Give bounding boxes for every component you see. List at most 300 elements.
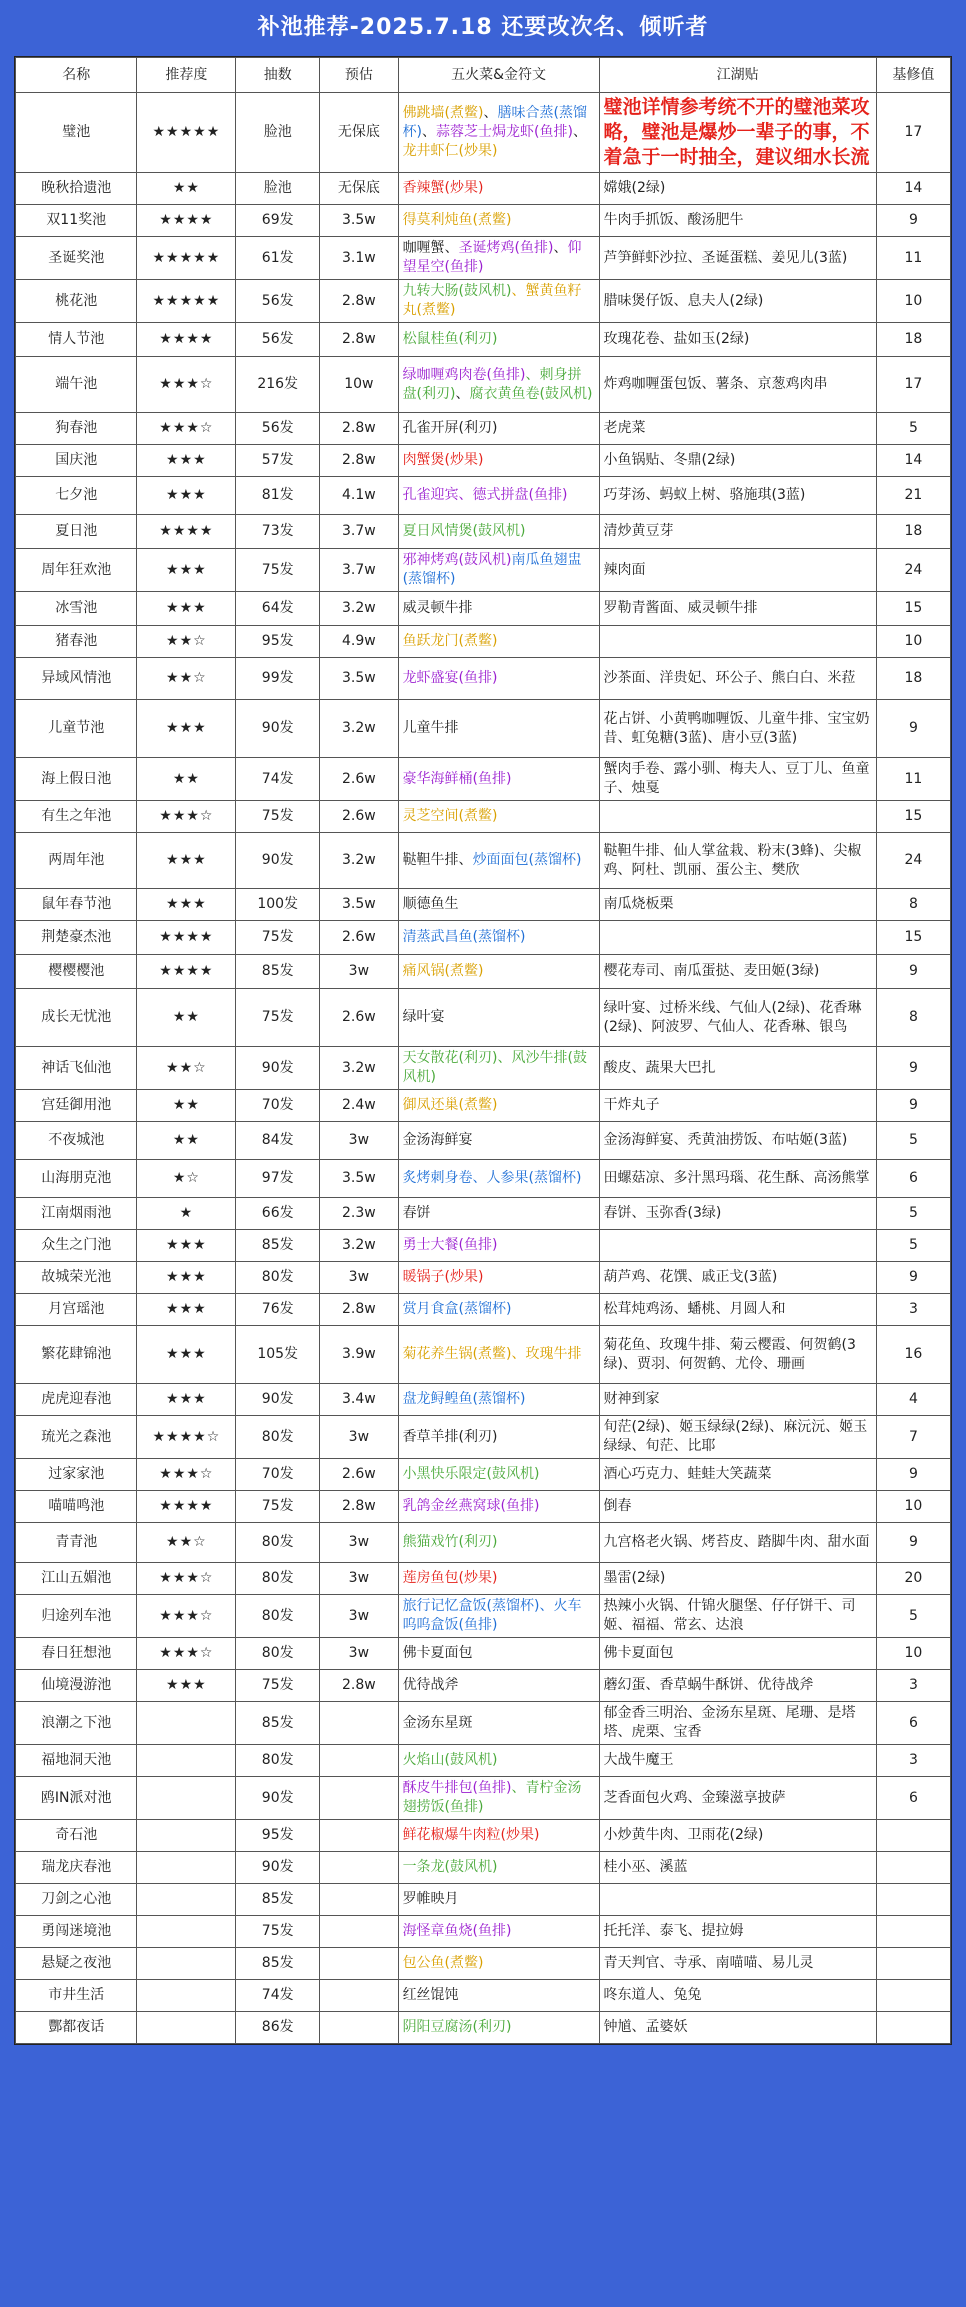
rating-stars: [137, 1980, 236, 2012]
header-base: 基修值: [876, 58, 950, 93]
pool-name-cell: 国庆池: [16, 445, 137, 477]
dishes-cell: [398, 592, 599, 626]
base-value-cell: 10: [876, 280, 950, 323]
draws-cell: 100发: [236, 889, 320, 921]
dish-text: 绿叶宴: [402, 1009, 445, 1025]
draws-cell: 80发: [236, 1595, 320, 1638]
base-value-cell: 11: [876, 237, 950, 280]
dish-text: 绿咖喱鸡肉卷(鱼排): [402, 366, 526, 383]
estimate-cell: 2.8w: [320, 323, 398, 357]
dishes-cell: [398, 237, 599, 280]
rating-stars: ★★: [137, 758, 236, 801]
dish-text: 龙井虾仁(炒果): [402, 143, 498, 159]
rating-stars: ★★★★☆: [137, 1416, 236, 1459]
draws-cell: 61发: [236, 237, 320, 280]
estimate-cell: 3.7w: [320, 515, 398, 549]
draws-cell: 90发: [236, 1047, 320, 1090]
dishes-cell: [398, 626, 599, 658]
pool-name-cell: 奇石池: [16, 1820, 137, 1852]
dish-text: 邪神烤鸡(鼓风机): [402, 552, 512, 568]
rating-stars: [137, 2012, 236, 2044]
dish-text: 豪华海鲜桶(鱼排): [402, 770, 512, 787]
pool-name-cell: 双11奖池: [16, 205, 137, 237]
dishes-cell: [398, 1090, 599, 1122]
pool-name-cell: 鸥IN派对池: [16, 1777, 137, 1820]
tie-cell: 蟹肉手卷、露小驯、梅夫人、豆丁儿、鱼童子、烛戛: [599, 758, 876, 801]
rating-stars: ★★★: [137, 1230, 236, 1262]
tie-cell: 钟馗、孟婆妖: [599, 2012, 876, 2044]
dish-text: 、青柠金汤翅捞饭(鱼排): [402, 1780, 582, 1815]
estimate-cell: [320, 1820, 398, 1852]
dishes-cell: [398, 1230, 599, 1262]
draws-cell: 70发: [236, 1459, 320, 1491]
tie-cell: 芝香面包火鸡、金臻滋享披萨: [599, 1777, 876, 1820]
table-row: [16, 357, 951, 413]
dish-text: 咖喱蟹: [402, 240, 445, 256]
dish-text: 香辣蟹(炒果): [402, 180, 484, 196]
table-row: [16, 801, 951, 833]
dish-text: 孔雀开屏(利刃): [402, 420, 498, 436]
dish-text: 得莫利炖鱼(煮鳖): [402, 212, 512, 228]
base-value-cell: [876, 1820, 950, 1852]
estimate-cell: 3.2w: [320, 700, 398, 758]
dish-text: 、: [572, 124, 587, 140]
draws-cell: 85发: [236, 1230, 320, 1262]
pool-name-cell: 刀剑之心池: [16, 1884, 137, 1916]
dish-text: 痛风锅(煮鳖): [402, 963, 484, 979]
dishes-cell: [398, 921, 599, 955]
dishes-cell: [398, 1122, 599, 1160]
dishes-cell: [398, 889, 599, 921]
dish-text: 盘龙鲟鳇鱼(蒸馏杯): [402, 1391, 526, 1407]
dish-text: 蒜蓉芝士焗龙虾(鱼排): [436, 124, 573, 140]
estimate-cell: 3.4w: [320, 1384, 398, 1416]
table-row: [16, 833, 951, 889]
draws-cell: 105发: [236, 1326, 320, 1384]
pool-name-cell: 山海朋克池: [16, 1160, 137, 1198]
base-value-cell: 3: [876, 1745, 950, 1777]
dish-text: 儿童牛排: [402, 720, 459, 736]
table-row: [16, 1563, 951, 1595]
dish-text: 腐衣黄鱼卷(鼓风机): [469, 385, 593, 402]
draws-cell: 73发: [236, 515, 320, 549]
dishes-cell: [398, 989, 599, 1047]
estimate-cell: 2.6w: [320, 758, 398, 801]
estimate-cell: 2.3w: [320, 1198, 398, 1230]
header-name: 名称: [16, 58, 137, 93]
estimate-cell: [320, 1777, 398, 1820]
base-value-cell: 6: [876, 1777, 950, 1820]
rating-stars: ★★: [137, 1122, 236, 1160]
pool-name-cell: 福地洞天池: [16, 1745, 137, 1777]
draws-cell: 85发: [236, 1884, 320, 1916]
table-row: [16, 205, 951, 237]
pool-name-cell: 情人节池: [16, 323, 137, 357]
dishes-cell: [398, 955, 599, 989]
tie-cell: 樱花寿司、南瓜蛋挞、麦田姬(3绿): [599, 955, 876, 989]
dishes-cell: [398, 173, 599, 205]
dishes-cell: [398, 1638, 599, 1670]
pool-name-cell: 桃花池: [16, 280, 137, 323]
dishes-cell: [398, 1948, 599, 1980]
dishes-cell: [398, 515, 599, 549]
estimate-cell: 3.5w: [320, 1160, 398, 1198]
tie-cell: 小鱼锅贴、冬鼎(2绿): [599, 445, 876, 477]
dish-text: 、玫瑰牛排: [511, 1346, 582, 1362]
pool-name-cell: 端午池: [16, 357, 137, 413]
dish-text: 、刺身拼盘(利刃): [402, 366, 582, 402]
base-value-cell: 4: [876, 1384, 950, 1416]
estimate-cell: 无保底: [320, 93, 398, 173]
dishes-cell: [398, 1702, 599, 1745]
dish-text: 优待战斧: [402, 1677, 459, 1693]
dish-text: 红丝馄饨: [402, 1987, 459, 2003]
dish-text: 清蒸武昌鱼(蒸馏杯): [402, 929, 526, 945]
pool-name-cell: 浪潮之下池: [16, 1702, 137, 1745]
table-row: [16, 173, 951, 205]
pool-name-cell: 春日狂想池: [16, 1638, 137, 1670]
dishes-cell: [398, 205, 599, 237]
dishes-cell: [398, 1384, 599, 1416]
pool-name-cell: 故城荣光池: [16, 1262, 137, 1294]
tie-cell: 热辣小火锅、什锦火腿堡、仔仔饼干、司姬、福福、常玄、达浪: [599, 1595, 876, 1638]
tie-cell: 倒春: [599, 1491, 876, 1523]
tie-cell: 大战牛魔王: [599, 1745, 876, 1777]
pool-name-cell: 喵喵鸣池: [16, 1491, 137, 1523]
pool-name-cell: 过家家池: [16, 1459, 137, 1491]
base-value-cell: 10: [876, 1638, 950, 1670]
dish-text: 莲房鱼包(炒果): [402, 1570, 498, 1586]
base-value-cell: 16: [876, 1326, 950, 1384]
pool-name-cell: 繁花肆锦池: [16, 1326, 137, 1384]
table-row: [16, 515, 951, 549]
dish-text: 勇士大餐(鱼排): [402, 1237, 498, 1253]
pool-name-cell: 归途列车池: [16, 1595, 137, 1638]
table-header-row: [16, 58, 951, 93]
rating-stars: ★☆: [137, 1160, 236, 1198]
draws-cell: 69发: [236, 205, 320, 237]
tie-cell: 咚东道人、兔兔: [599, 1980, 876, 2012]
tie-cell: 南瓜烧板栗: [599, 889, 876, 921]
estimate-cell: 2.4w: [320, 1090, 398, 1122]
table-row: [16, 1916, 951, 1948]
pool-name-cell: 晚秋拾遗池: [16, 173, 137, 205]
base-value-cell: 15: [876, 592, 950, 626]
dishes-cell: [398, 2012, 599, 2044]
draws-cell: 75发: [236, 1670, 320, 1702]
draws-cell: 85发: [236, 1948, 320, 1980]
estimate-cell: 3w: [320, 1595, 398, 1638]
table-row: [16, 549, 951, 592]
table-row: [16, 626, 951, 658]
table-row: [16, 2012, 951, 2044]
draws-cell: 80发: [236, 1563, 320, 1595]
rating-stars: ★★☆: [137, 626, 236, 658]
base-value-cell: 15: [876, 801, 950, 833]
dish-text: 鞑靼牛排、: [402, 852, 473, 868]
rating-stars: [137, 1745, 236, 1777]
tie-cell: 清炒黄豆芽: [599, 515, 876, 549]
base-value-cell: 17: [876, 93, 950, 173]
draws-cell: 57发: [236, 445, 320, 477]
dish-text: 顺德鱼生: [402, 896, 459, 912]
tie-cell: 绿叶宴、过桥米线、气仙人(2绿)、花香琳(2绿)、阿波罗、气仙人、花香琳、银鸟: [599, 989, 876, 1047]
rating-stars: ★★★: [137, 1326, 236, 1384]
table-row: [16, 1948, 951, 1980]
tie-cell: [599, 801, 876, 833]
dishes-cell: [398, 280, 599, 323]
tie-cell: 辣肉面: [599, 549, 876, 592]
draws-cell: 80发: [236, 1416, 320, 1459]
pool-name-cell: 市井生活: [16, 1980, 137, 2012]
rating-stars: ★★★: [137, 445, 236, 477]
base-value-cell: 24: [876, 549, 950, 592]
tie-cell: 小炒黄牛肉、卫雨花(2绿): [599, 1820, 876, 1852]
estimate-cell: 3.2w: [320, 1230, 398, 1262]
estimate-cell: 2.6w: [320, 921, 398, 955]
table-row: [16, 93, 951, 173]
rating-stars: ★★: [137, 989, 236, 1047]
dish-text: 熊猫戏竹(利刃): [402, 1534, 498, 1550]
dish-text: 、火车呜呜盒饭(鱼排): [402, 1598, 582, 1633]
rating-stars: ★★★☆: [137, 1638, 236, 1670]
rating-stars: ★★★: [137, 477, 236, 515]
rating-stars: [137, 1852, 236, 1884]
dish-text: 金汤东星斑: [402, 1714, 473, 1731]
rating-stars: ★★★★★: [137, 93, 236, 173]
draws-cell: 75发: [236, 549, 320, 592]
base-value-cell: 9: [876, 1047, 950, 1090]
dish-text: 金汤海鲜宴: [402, 1132, 473, 1148]
base-value-cell: 8: [876, 989, 950, 1047]
pool-name-cell: 酆都夜话: [16, 2012, 137, 2044]
estimate-cell: 3.5w: [320, 205, 398, 237]
pool-name-cell: 有生之年池: [16, 801, 137, 833]
tie-cell: [599, 626, 876, 658]
rating-stars: ★★★: [137, 592, 236, 626]
pool-name-cell: 江南烟雨池: [16, 1198, 137, 1230]
base-value-cell: 5: [876, 1198, 950, 1230]
tie-cell: 炸鸡咖喱蛋包饭、薯条、京葱鸡肉串: [599, 357, 876, 413]
dish-text: 暖锅子(炒果): [402, 1269, 484, 1285]
draws-cell: 90发: [236, 1777, 320, 1820]
tie-cell: 春饼、玉弥香(3绿): [599, 1198, 876, 1230]
pool-name-cell: 圣诞奖池: [16, 237, 137, 280]
header-estimate: 预估: [320, 58, 398, 93]
rating-stars: ★★☆: [137, 1523, 236, 1563]
draws-cell: 80发: [236, 1262, 320, 1294]
dishes-cell: [398, 445, 599, 477]
dishes-cell: [398, 1491, 599, 1523]
table-row: [16, 1090, 951, 1122]
tie-cell: 蘑幻蛋、香草蜗牛酥饼、优待战斧: [599, 1670, 876, 1702]
table-row: [16, 758, 951, 801]
table-row: [16, 280, 951, 323]
pool-name-cell: 江山五媚池: [16, 1563, 137, 1595]
dish-text: 御凤还巢(煮鳖): [402, 1097, 498, 1113]
tie-cell: 酸皮、蔬果大巴扎: [599, 1047, 876, 1090]
dishes-cell: [398, 1294, 599, 1326]
pool-name-cell: 夏日池: [16, 515, 137, 549]
tie-cell: 罗勒青酱面、威灵顿牛排: [599, 592, 876, 626]
estimate-cell: 3.2w: [320, 592, 398, 626]
tie-cell: 酒心巧克力、蛙蛙大笑蔬菜: [599, 1459, 876, 1491]
table-row: [16, 1230, 951, 1262]
rating-stars: ★★★☆: [137, 801, 236, 833]
dishes-cell: [398, 700, 599, 758]
tie-cell: 墨雷(2绿): [599, 1563, 876, 1595]
rating-stars: ★★★★★: [137, 280, 236, 323]
dishes-cell: [398, 1459, 599, 1491]
draws-cell: 85发: [236, 955, 320, 989]
pool-name-cell: 猪春池: [16, 626, 137, 658]
rating-stars: ★★★: [137, 549, 236, 592]
estimate-cell: 2.6w: [320, 801, 398, 833]
table-row: [16, 1745, 951, 1777]
pool-name-cell: 仙境漫游池: [16, 1670, 137, 1702]
rating-stars: ★★★: [137, 1294, 236, 1326]
rating-stars: ★★★: [137, 1384, 236, 1416]
dish-text: 九转大肠(鼓风机): [402, 283, 512, 299]
pool-name-cell: 青青池: [16, 1523, 137, 1563]
table-row: [16, 1670, 951, 1702]
base-value-cell: [876, 1852, 950, 1884]
rating-stars: ★★★★: [137, 205, 236, 237]
header-tie: 江湖贴: [599, 58, 876, 93]
dish-text: 一条龙(鼓风机): [402, 1859, 498, 1875]
draws-cell: 74发: [236, 758, 320, 801]
base-value-cell: 24: [876, 833, 950, 889]
rating-stars: [137, 1916, 236, 1948]
dish-text: 天女散花(利刃): [402, 1050, 498, 1066]
dish-text: 、: [553, 240, 568, 256]
dish-text: 肉蟹煲(炒果): [402, 452, 484, 468]
dish-text: 、: [455, 385, 470, 402]
estimate-cell: [320, 1948, 398, 1980]
dish-text: 炒面面包(蒸馏杯): [472, 852, 582, 868]
estimate-cell: 3.1w: [320, 237, 398, 280]
recommendation-table: [14, 56, 952, 2045]
dish-text: 海怪章鱼烧(鱼排): [402, 1923, 512, 1939]
draws-cell: 85发: [236, 1702, 320, 1745]
draws-cell: 216发: [236, 357, 320, 413]
table-row: [16, 1638, 951, 1670]
base-value-cell: 11: [876, 758, 950, 801]
estimate-cell: [320, 1916, 398, 1948]
estimate-cell: 10w: [320, 357, 398, 413]
tie-cell: 松茸炖鸡汤、蟠桃、月圆人和: [599, 1294, 876, 1326]
dishes-cell: [398, 1745, 599, 1777]
dish-text: 酥皮牛排包(鱼排): [402, 1780, 512, 1796]
pool-name-cell: 两周年池: [16, 833, 137, 889]
base-value-cell: [876, 2012, 950, 2044]
base-value-cell: 15: [876, 921, 950, 955]
estimate-cell: [320, 1980, 398, 2012]
estimate-cell: 3w: [320, 955, 398, 989]
draws-cell: 56发: [236, 413, 320, 445]
table-row: [16, 1416, 951, 1459]
dish-text: 南瓜鱼翅盅(蒸馏杯): [402, 552, 582, 587]
pool-name-cell: 众生之门池: [16, 1230, 137, 1262]
table-row: [16, 1459, 951, 1491]
estimate-cell: 4.9w: [320, 626, 398, 658]
base-value-cell: 9: [876, 1262, 950, 1294]
rating-stars: ★★★☆: [137, 1459, 236, 1491]
dishes-cell: [398, 801, 599, 833]
tie-cell: 沙茶面、洋贵妃、环公子、熊白白、米菈: [599, 658, 876, 700]
rating-stars: [137, 1884, 236, 1916]
pool-name-cell: 瑞龙庆春池: [16, 1852, 137, 1884]
dish-text: 香草羊排(利刃): [402, 1428, 498, 1445]
pool-name-cell: 虎虎迎春池: [16, 1384, 137, 1416]
tie-cell: 九宫格老火锅、烤苔皮、踏脚牛肉、甜水面: [599, 1523, 876, 1563]
rating-stars: [137, 1820, 236, 1852]
dish-text: 乳鸽金丝燕窝球(鱼排): [402, 1498, 540, 1514]
draws-cell: 99发: [236, 658, 320, 700]
rating-stars: [137, 1948, 236, 1980]
dish-text: 孔雀迎宾、德式拼盘(鱼排): [402, 487, 568, 503]
draws-cell: 56发: [236, 280, 320, 323]
base-value-cell: 5: [876, 413, 950, 445]
pool-name-cell: 荆楚豪杰池: [16, 921, 137, 955]
draws-cell: 80发: [236, 1745, 320, 1777]
dish-text: 、: [444, 240, 459, 256]
rating-stars: ★★★: [137, 1262, 236, 1294]
draws-cell: 80发: [236, 1523, 320, 1563]
rating-stars: ★★★★: [137, 955, 236, 989]
draws-cell: 66发: [236, 1198, 320, 1230]
rating-stars: ★★☆: [137, 1047, 236, 1090]
rating-stars: ★★★: [137, 833, 236, 889]
rating-stars: ★★★☆: [137, 357, 236, 413]
rating-stars: ★★: [137, 1090, 236, 1122]
base-value-cell: 18: [876, 658, 950, 700]
draws-cell: 90发: [236, 833, 320, 889]
rating-stars: ★★★: [137, 1670, 236, 1702]
draws-cell: 95发: [236, 1820, 320, 1852]
rating-stars: ★★★: [137, 700, 236, 758]
pool-name-cell: 周年狂欢池: [16, 549, 137, 592]
base-value-cell: 9: [876, 700, 950, 758]
table-row: [16, 700, 951, 758]
dish-text: 鱼跃龙门(煮鳖): [402, 633, 498, 649]
base-value-cell: 18: [876, 515, 950, 549]
base-value-cell: 14: [876, 173, 950, 205]
tie-cell: 玫瑰花卷、盐如玉(2绿): [599, 323, 876, 357]
draws-cell: 56发: [236, 323, 320, 357]
draws-cell: 75发: [236, 989, 320, 1047]
table-row: [16, 1884, 951, 1916]
estimate-cell: 3w: [320, 1563, 398, 1595]
base-value-cell: 3: [876, 1294, 950, 1326]
tie-cell: 巧芽汤、蚂蚁上树、骆施琪(3蓝): [599, 477, 876, 515]
estimate-cell: 2.8w: [320, 413, 398, 445]
dish-text: 、: [483, 105, 498, 121]
table-row: [16, 1326, 951, 1384]
dishes-cell: [398, 1198, 599, 1230]
base-value-cell: [876, 1884, 950, 1916]
table-row: [16, 1122, 951, 1160]
dish-text: 仰望星空(鱼排): [402, 240, 582, 275]
tie-cell: 芦笋鲜虾沙拉、圣诞蛋糕、姜见儿(3蓝): [599, 237, 876, 280]
base-value-cell: 20: [876, 1563, 950, 1595]
rating-stars: ★★★★: [137, 323, 236, 357]
tie-cell: 田螺菇凉、多汁黑玛瑙、花生酥、高汤熊掌: [599, 1160, 876, 1198]
dishes-cell: [398, 1563, 599, 1595]
estimate-cell: 2.8w: [320, 1294, 398, 1326]
dish-text: 佛卡夏面包: [402, 1645, 473, 1661]
tie-cell: 桂小巫、溪蓝: [599, 1852, 876, 1884]
